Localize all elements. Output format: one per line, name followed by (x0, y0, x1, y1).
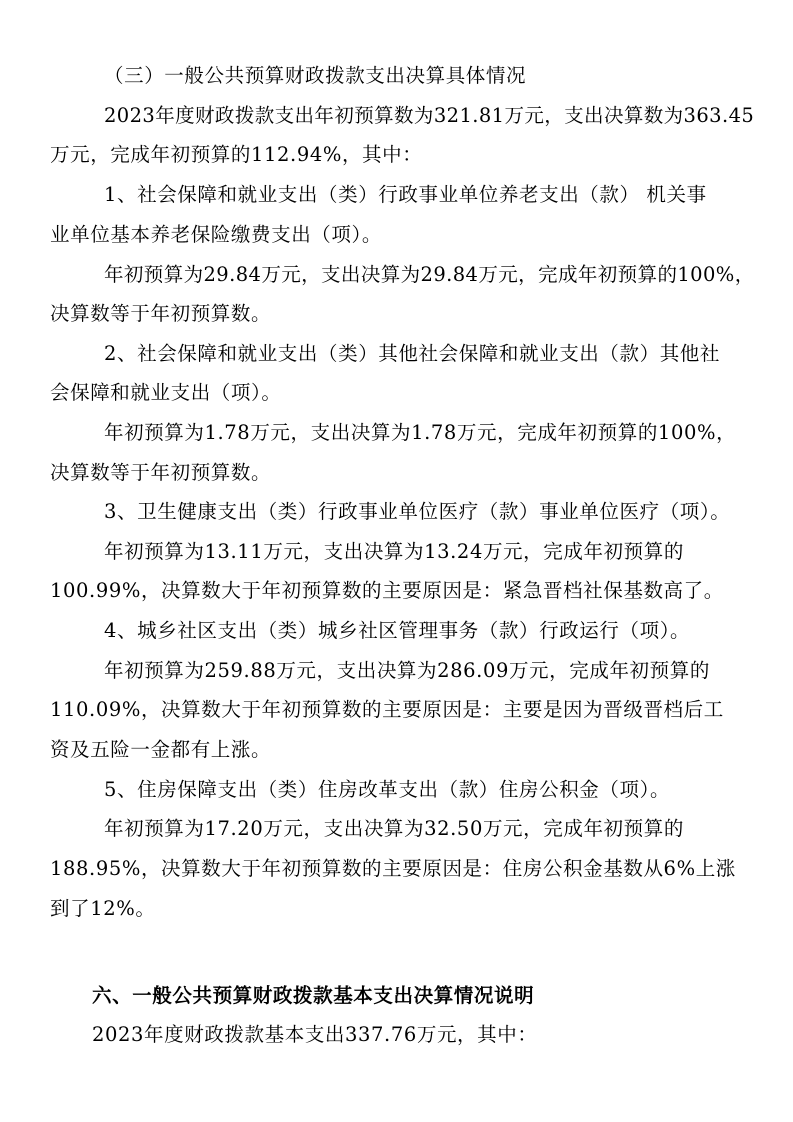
item-2-detail-line-1: 年初预算为1.78万元，支出决算为1.78万元，完成年初预算的100%， (104, 421, 737, 444)
item-3-title-line-1: 3、卫生健康支出（类）行政事业单位医疗（款）事业单位医疗（项）。 (104, 500, 731, 523)
section-three-intro-line-1: 2023年度财政拨款支出年初预算数为321.81万元，支出决算数为363.45 (104, 104, 755, 127)
section-six-intro: 2023年度财政拨款基本支出337.76万元，其中： (92, 1023, 538, 1046)
item-4-detail-line-3: 资及五险一金都有上涨。 (50, 738, 272, 761)
item-4-detail-line-1: 年初预算为259.88万元，支出决算为286.09万元，完成年初预算的 (104, 659, 710, 682)
item-5-detail-line-2: 188.95%，决算数大于年初预算数的主要原因是：住房公积金基数从6%上涨 (50, 857, 736, 880)
item-4-title-line-1: 4、城乡社区支出（类）城乡社区管理事务（款）行政运行（项）。 (104, 619, 691, 642)
item-1-detail-line-2: 决算数等于年初预算数。 (50, 302, 272, 325)
section-six-heading: 六、一般公共预算财政拨款基本支出决算情况说明 (92, 984, 535, 1007)
item-3-detail-line-2: 100.99%，决算数大于年初预算数的主要原因是：紧急晋档社保基数高了。 (50, 579, 724, 602)
section-three-intro-line-2: 万元，完成年初预算的112.94%，其中： (50, 143, 423, 166)
item-5-title-line-1: 5、住房保障支出（类）住房改革支出（款）住房公积金（项）。 (104, 778, 671, 801)
item-1-detail-line-1: 年初预算为29.84万元，支出决算为29.84万元，完成年初预算的100%， (104, 263, 755, 286)
item-2-title-line-1: 2、社会保障和就业支出（类）其他社会保障和就业支出（款）其他社 (104, 342, 721, 365)
item-5-detail-line-3: 到了12%。 (50, 897, 156, 920)
section-three-heading: （三）一般公共预算财政拨款支出决算具体情况 (104, 64, 527, 87)
item-5-detail-line-1: 年初预算为17.20万元，支出决算为32.50万元，完成年初预算的 (104, 817, 684, 840)
item-2-detail-line-2: 决算数等于年初预算数。 (50, 461, 272, 484)
item-1-title-line-1: 1、社会保障和就业支出（类）行政事业单位养老支出（款） 机关事 (104, 183, 707, 206)
item-2-title-line-2: 会保障和就业支出（项）。 (50, 381, 282, 404)
item-3-detail-line-1: 年初预算为13.11万元，支出决算为13.24万元，完成年初预算的 (104, 540, 684, 563)
item-4-detail-line-2: 110.09%，决算数大于年初预算数的主要原因是：主要是因为晋级晋档后工 (50, 698, 724, 721)
item-1-title-line-2: 业单位基本养老保险缴费支出（项）。 (50, 223, 382, 246)
